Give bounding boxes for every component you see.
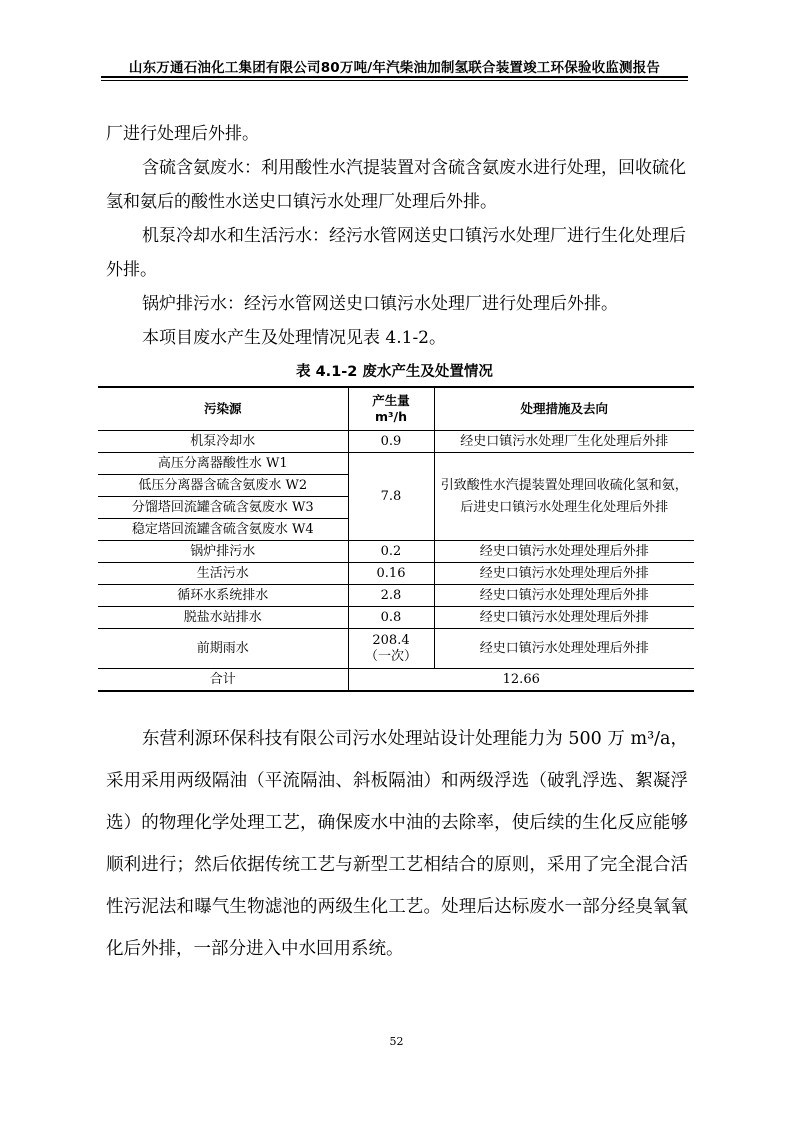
cell-treatment: 经史口镇污水处理厂生化处理后外排 — [434, 431, 694, 453]
table-caption: 表 4.1-2 废水产生及处置情况 — [296, 364, 493, 380]
header-amount-unit: m³/h — [375, 409, 407, 424]
cell-source: 锅炉排污水 — [98, 541, 348, 563]
cell-amount: 7.8 — [348, 453, 434, 541]
cell-source: 生活污水 — [98, 563, 348, 585]
paragraph-boiler-water: 锅炉排污水：经污水管网送史口镇污水处理厂进行处理后外排。 — [142, 294, 618, 314]
header-amount — [348, 387, 434, 431]
table-row — [98, 541, 694, 563]
cell-source: 分馏塔回流罐含硫含氨废水 W3 — [98, 497, 348, 519]
header-source: 污染源 — [98, 387, 348, 431]
table-row — [98, 629, 694, 669]
page-header: 山东万通石油化工集团有限公司80万吨/年汽柴油加制氢联合装置竣工环保验收监测报告 — [128, 60, 661, 76]
cell-treatment: 经史口镇污水处理处理后外排 — [434, 629, 694, 669]
cell-amount: 0.9 — [348, 431, 434, 453]
cell-total-label: 合计 — [98, 669, 348, 692]
cell-treatment: 经史口镇污水处理处理后外排 — [434, 541, 694, 563]
cell-treatment: 经史口镇污水处理处理后外排 — [434, 563, 694, 585]
cell-amount: 0.2 — [348, 541, 434, 563]
cell-total-value: 12.66 — [348, 669, 694, 692]
header-treatment: 处理措施及去向 — [434, 387, 694, 431]
cell-amount — [348, 629, 434, 669]
cell-treatment: 经史口镇污水处理处理后外排 — [434, 607, 694, 629]
paragraph-cooling-water: 机泵冷却水和生活污水：经污水管网送史口镇污水处理厂进行生化处理后外排。 — [106, 226, 686, 280]
cell-amount: 0.8 — [348, 607, 434, 629]
table-row — [98, 453, 694, 475]
header-rule-thick — [101, 76, 688, 78]
cell-source: 循环水系统排水 — [98, 585, 348, 607]
cell-source: 脱盐水站排水 — [98, 607, 348, 629]
cell-amount-value: 208.4 — [372, 632, 410, 648]
table-row — [98, 563, 694, 585]
cell-treatment: 经史口镇污水处理处理后外排 — [434, 585, 694, 607]
cell-source: 低压分离器含硫含氨废水 W2 — [98, 475, 348, 497]
table-row — [98, 607, 694, 629]
cell-source: 机泵冷却水 — [98, 431, 348, 453]
header-rule-thin — [101, 80, 688, 81]
paragraph-treatment-station: 东营利源环保科技有限公司污水处理站设计处理能力为 500 万 m³/a，采用采用两级隔油（平流隔油、斜板隔油）和两级浮选（破乳浮选、絮凝浮选）的物理化学处理工艺，确保废水中油的去除率，使后续的生化反应能够顺利进行；然后依据传统工艺与新型工艺相结合的原则，采用了完全混合活性污泥法和曝气生物滤池的两级生化工艺。处理后达标废水一部分经臭氧氧化后外排，一部分进入中水回用系统。 — [106, 729, 688, 959]
table-row — [98, 431, 694, 453]
table-row — [98, 585, 694, 607]
cell-amount: 2.8 — [348, 585, 434, 607]
header-amount-label: 产生量 — [372, 393, 410, 408]
cell-amount-note: （一次） — [364, 648, 417, 664]
cell-source: 前期雨水 — [98, 629, 348, 669]
page-number: 52 — [389, 1035, 404, 1048]
cell-treatment: 引致酸性水汽提装置处理回收硫化氢和氨，后进史口镇污水处理生化处理后外排 — [434, 453, 694, 541]
paragraph-table-ref: 本项目废水产生及处理情况见表 4.1-2。 — [142, 328, 446, 348]
table-row-total — [98, 669, 694, 692]
cell-amount: 0.16 — [348, 563, 434, 585]
cell-source: 稳定塔回流罐含硫含氨废水 W4 — [98, 519, 348, 541]
paragraph-1: 厂进行处理后外排。 — [106, 124, 259, 144]
paragraph-sulfur-water: 含硫含氨废水：利用酸性水汽提装置对含硫含氨废水进行处理，回收硫化氢和氨后的酸性水送史口镇污水处理厂处理后外排。 — [106, 158, 686, 212]
wastewater-table — [98, 386, 694, 692]
cell-source: 高压分离器酸性水 W1 — [98, 453, 348, 475]
